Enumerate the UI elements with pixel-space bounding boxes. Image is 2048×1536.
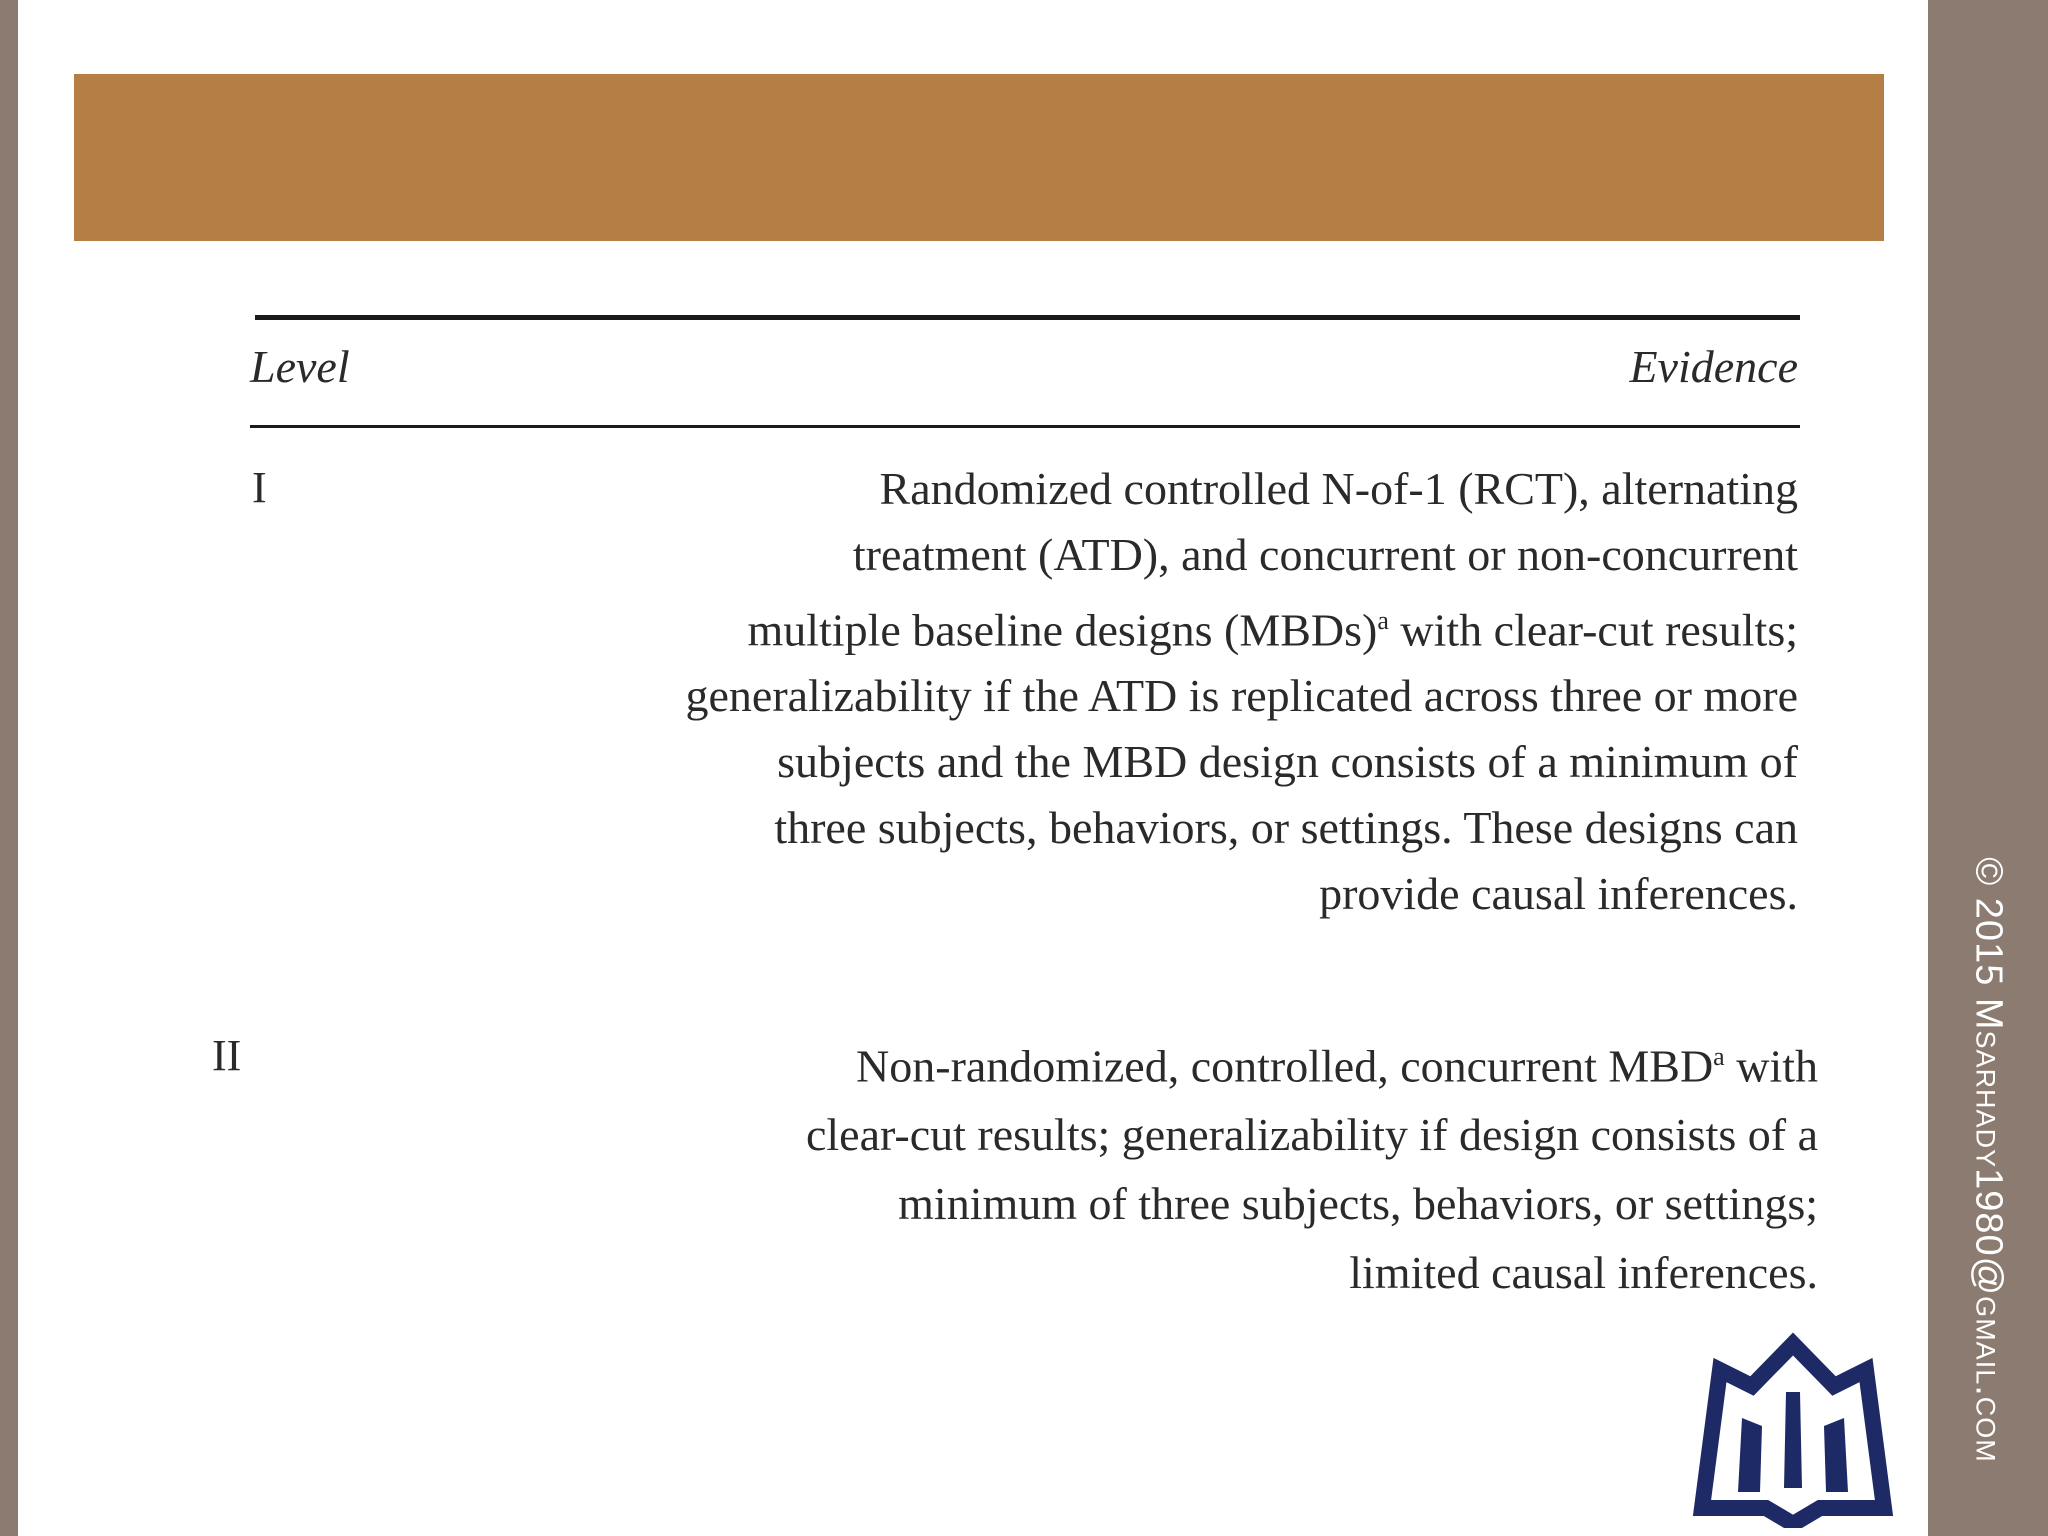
evidence-line: three subjects, behaviors, or settings. These designs can bbox=[774, 802, 1798, 854]
evidence-line-text: multiple baseline designs (MBDs) bbox=[747, 604, 1378, 656]
evidence-line bbox=[418, 1022, 1818, 1100]
footnote-marker: a bbox=[1377, 606, 1389, 635]
evidence-line: provide causal inferences. bbox=[1319, 868, 1798, 920]
evidence-line bbox=[398, 588, 1798, 663]
level-cell: II bbox=[212, 1031, 242, 1080]
column-header-level: Level bbox=[250, 341, 350, 392]
university-logo-icon bbox=[1690, 1328, 1896, 1528]
evidence-line: minimum of three subjects, behaviors, or settings; bbox=[898, 1178, 1818, 1230]
evidence-line-tail: with bbox=[1724, 1040, 1818, 1092]
evidence-line: treatment (ATD), and concurrent or non-concurrent bbox=[852, 529, 1798, 580]
copyright-text: © 2015 Msarhady1980@gmail.com bbox=[1967, 857, 2010, 1463]
evidence-line: Randomized controlled N-of-1 (RCT), alternating bbox=[879, 463, 1798, 514]
evidence-line-tail: with clear-cut results; bbox=[1388, 604, 1798, 656]
footnote-marker: a bbox=[1713, 1042, 1725, 1071]
evidence-cell bbox=[398, 456, 1798, 927]
evidence-line-text: Non-randomized, controlled, concurrent MBD bbox=[856, 1040, 1714, 1092]
evidence-line: subjects and the MBD design consists of a minimum of bbox=[777, 736, 1798, 788]
evidence-line: generalizability if the ATD is replicated across three or more bbox=[685, 670, 1798, 722]
left-border bbox=[0, 0, 18, 1536]
column-header-evidence: Evidence bbox=[1629, 341, 1798, 392]
table-header-rule bbox=[250, 425, 1800, 428]
evidence-cell bbox=[418, 1022, 1818, 1307]
title-bar bbox=[74, 74, 1884, 241]
evidence-line: limited causal inferences. bbox=[1349, 1247, 1818, 1299]
table-top-rule bbox=[255, 315, 1800, 320]
evidence-line: clear-cut results; generalizability if design consists of a bbox=[805, 1109, 1818, 1161]
level-cell: I bbox=[252, 463, 267, 512]
